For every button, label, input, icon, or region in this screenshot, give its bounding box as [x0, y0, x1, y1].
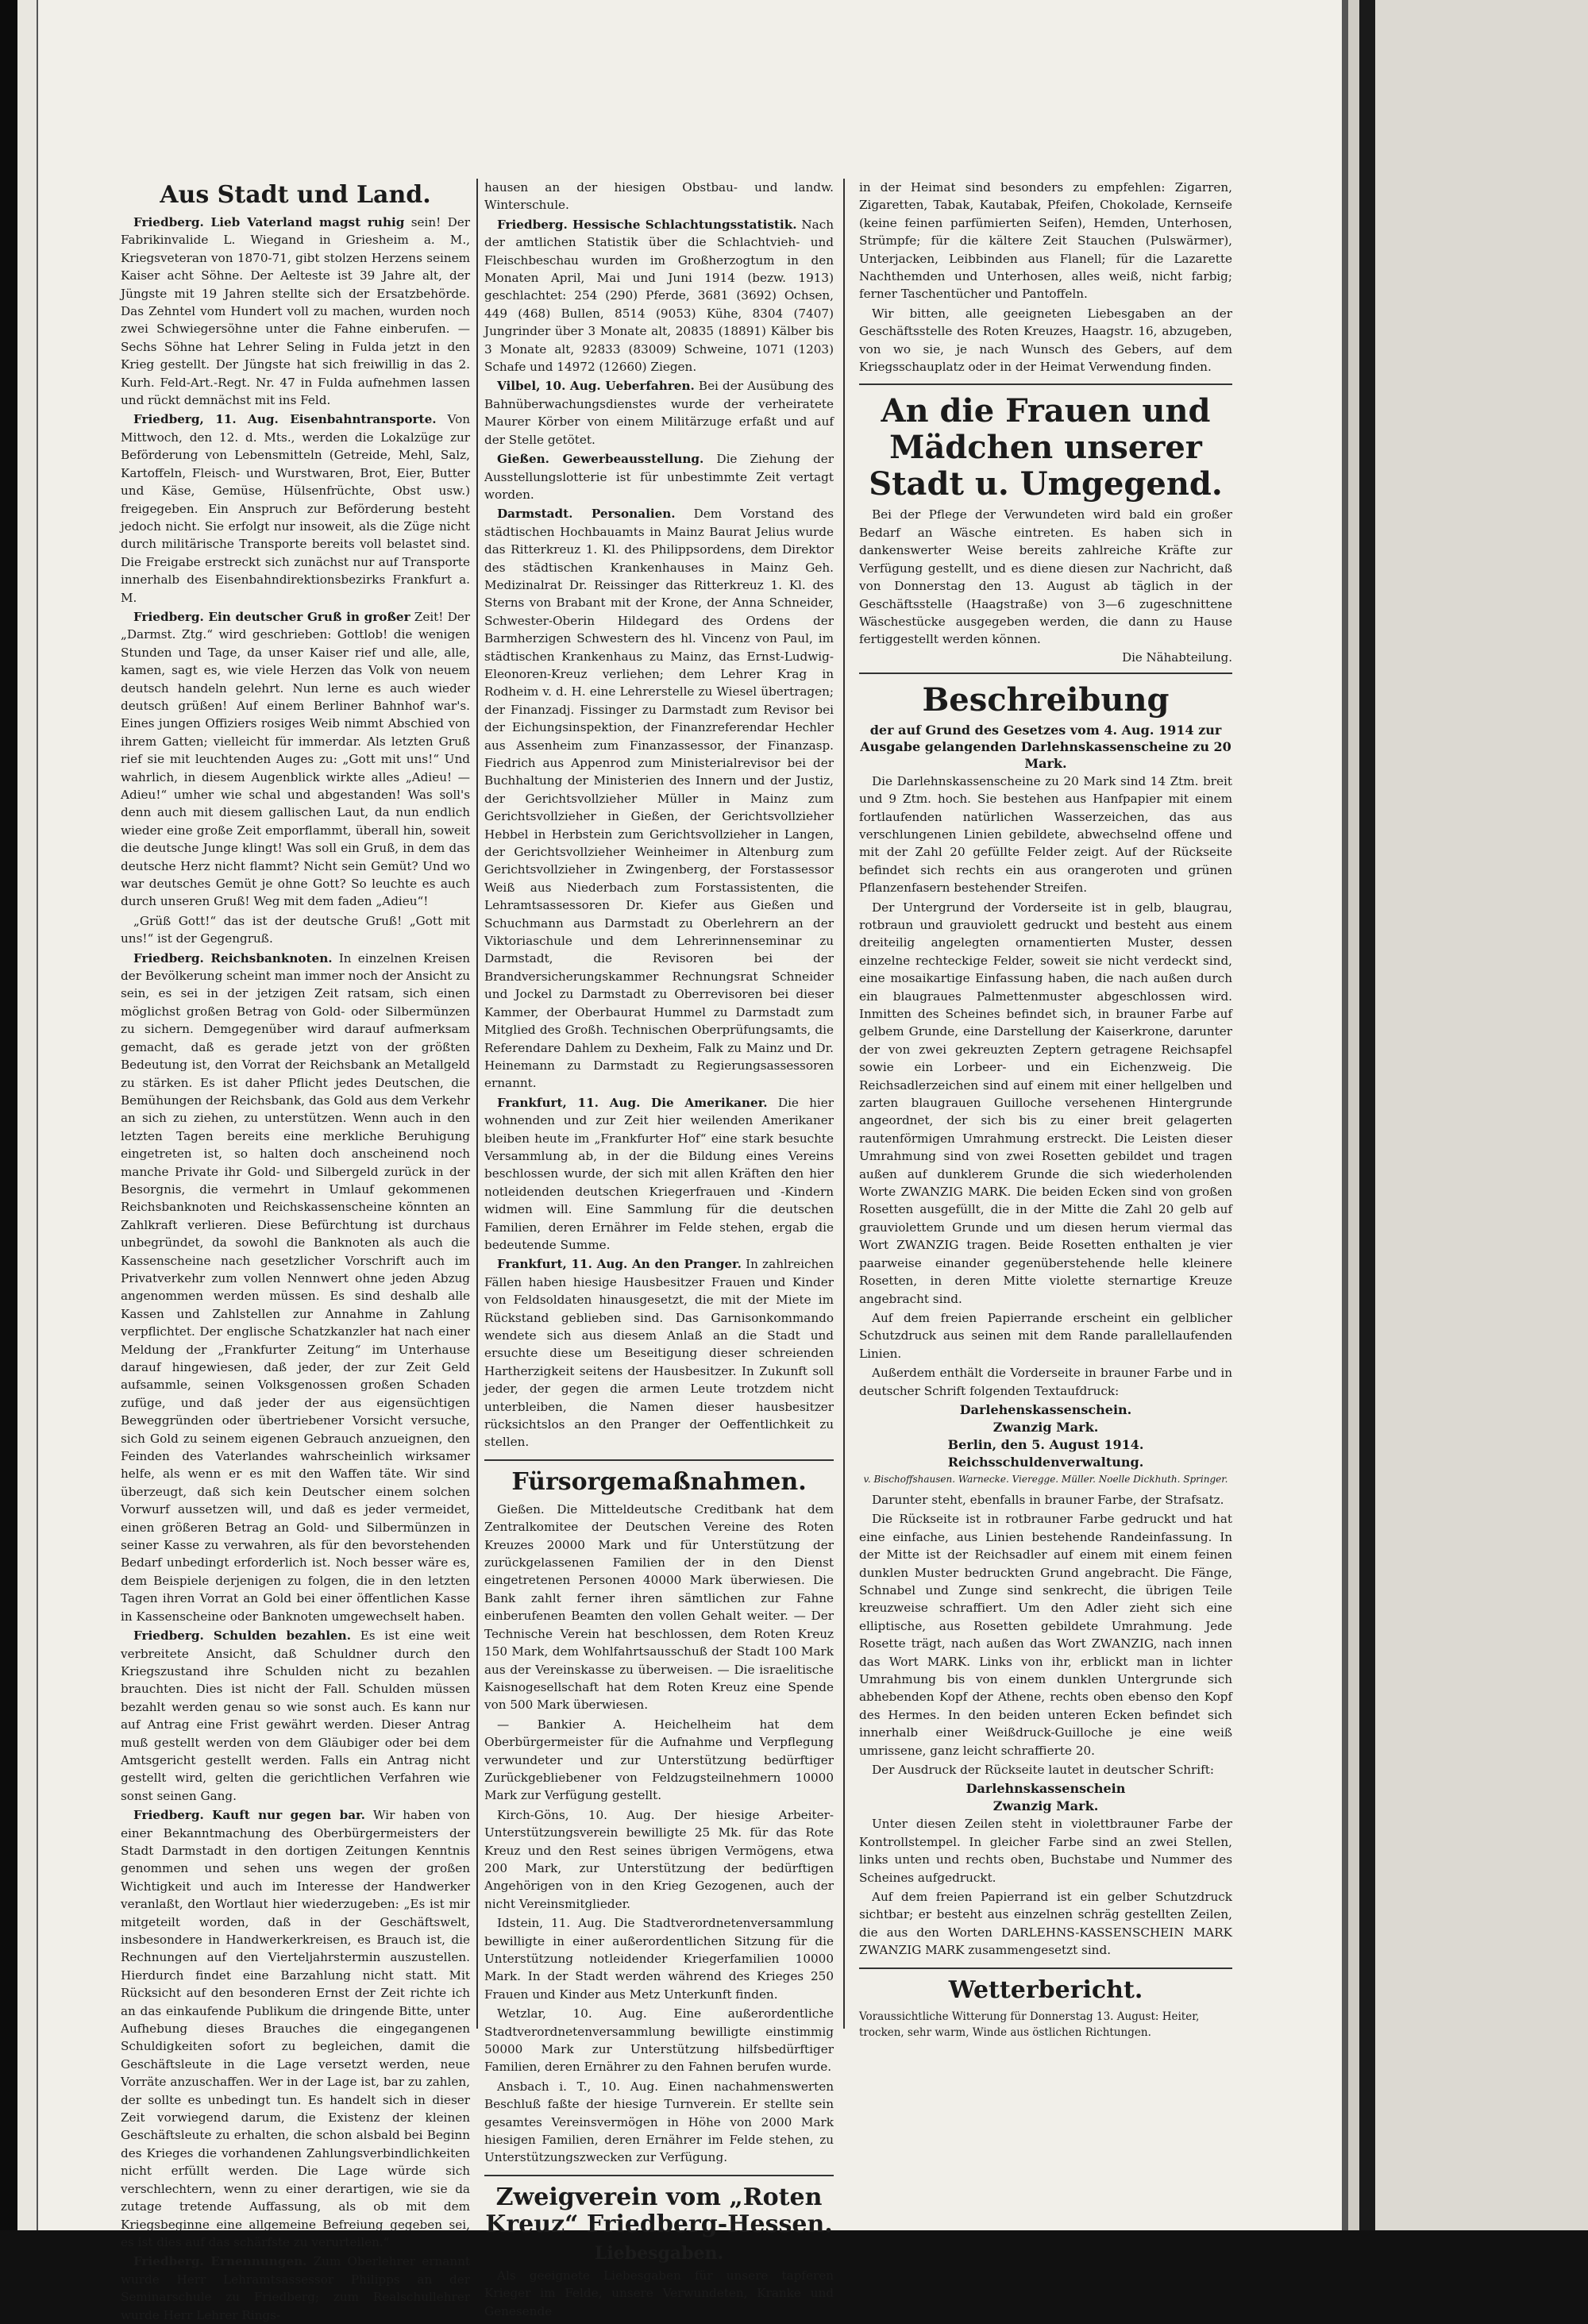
article-paragraph: Unter diesen Zeilen steht in violettbrauner Farbe der Kontrollstempel. In gleicher Farbe sind an zwei Stellen, links unten und rechts oben, Buchstabe und Nummer des Scheines aufgedruckt. — [859, 1817, 1232, 1885]
article-heading: Frankfurt, 11. Aug. Die Amerikaner. — [497, 1095, 768, 1110]
article-text: Die hier wohnenden und zur Zeit hier weilenden Amerikaner bleiben heute im „Frankfurter Hof“ eine stark besuchte Versammlung ab, in der die Bildung eines Vereins beschlossen wurde, der sich mit allen Kräften den hier notleidenden deutschen Kriegerfrauen und -Kindern widmen will. Eine Sammlung für die deutschen Familien, deren Ernährer im Felde stehen, ergab die bedeutende Summe. — [484, 1095, 834, 1252]
article-paragraph — [484, 1094, 834, 1254]
article-paragraph — [484, 1914, 834, 2003]
centered-line: Darlehenskassenschein. — [959, 1401, 1132, 1417]
article-paragraph: Auf dem freien Papierrand ist ein gelber Schutzdruck sichtbar; er besteht aus einzelnen schräg gestellten Zeilen, die aus den Worten DARLEHNS-KASSENSCHEIN MARK ZWANZIG MARK zusammengesetzt sind. — [859, 1890, 1232, 1958]
signatories: v. Bischoffshausen. Warnecke. Vieregge. Müller. Noelle Dickhuth. Springer. — [863, 1473, 1228, 1485]
article-heading: Friedberg. Reichsbanknoten. — [133, 950, 333, 965]
article-paragraph — [121, 214, 470, 409]
article-paragraph — [121, 410, 470, 606]
article-text: — Bankier A. Heichelheim hat dem Oberbürgermeister für die Aufnahme und Verpflegung verwundeter und zur Unterstützung bedürftiger Zurückgebliebener von Feldzugsteilnehmern 10000 Mark zur Verfügung gestellt. — [484, 1717, 834, 1803]
newspaper-page — [17, 0, 1342, 2322]
article-text: In einzelnen Kreisen der Bevölkerung scheint man immer noch der Ansicht zu sein, es sei in der jetzigen Zeit ratsam, sich einen möglichst großen Betrag von Gold- oder Silbermünzen zu sichern. Demgegenüber wird darauf aufmerksam gemacht, daß es gerade jetzt von der größten Bedeutung ist, den Vorrat der Reichsbank an Metallgeld zu stärken. Es ist daher Pflicht jedes Deutschen, die Bemühungen der Reichsbank, das Gold aus dem Verkehr an sich zu ziehen, zu unterstützen. Wenn auch in den letzten Tagen bereits eine merkliche Beruhigung eingetreten ist, so halten doch anscheinend noch manche Private ihr Gold- und Silbergeld zurück in der Besorgnis, die vermehrt in Umlauf gekommenen Reichsbanknoten und Reichskassenscheine könnten an Zahlkraft verlieren. Diese Befürchtung ist durchaus unbegründet, da sowohl die Banknoten als auch die Kassenscheine nach gesetzlicher Vorschrift auch im Privatverkehr zum vollen Nennwert ohne jeden Abzug angenommen werden müssen. Es sind deshalb alle Kassen und Zahlstellen zur Annahme in Zahlung verpflichtet. Der englische Schatzkanzler hat nach einer Meldung der „Frankfurter Zeitung“ im Unterhause darauf hingewiesen, daß jeder, der zur Zeit Geld aufsammle, seinen Volksgenossen großen Schaden zufüge, und daß jeder der aus eigensüchtigen Beweggründen oder übertriebener Vorsicht versuche, sich Gold zu seinem eigenen Gebrauch anzueignen, den Feinden des Vaterlandes wahrscheinlich wirksamer helfe, als wenn er es mit den Waffen täte. Wir sind überzeugt, daß sich kein Deutscher einem solchen Vorwurf aussetzen will, und daß es jeder vermeidet, einen größeren Betrag an Gold- und Silbermünzen in seiner Kasse zu verwahren, als für den bevorstehenden Bedarf unbedingt erforderlich ist. Noch besser wäre es, dem Beispiele derjenigen zu folgen, die in den letzten Tagen ihren Vorrat an Gold bei einer öffentlichen Kasse in Kassenscheine oder Banknoten umgewechselt haben. — [121, 950, 470, 1624]
article-heading: Friedberg. Ernennungen. — [133, 2254, 307, 2269]
section-title-wetterbericht: Wetterbericht. — [948, 1975, 1143, 2004]
article-text: Ansbach i. T., 10. Aug. Einen nachahmenswerten Beschluß faßte der hiesige Turnverein. Er stellte sein gesamtes Vereinsvermögen in Höhe von 2000 Mark hiesigen Familien, deren Ernährer im Felde stehen, zu Unterstützungszwecken zur Verfügung. — [484, 2079, 834, 2165]
article-paragraph — [121, 1627, 470, 1805]
article-text: Kirch-Göns, 10. Aug. Der hiesige Arbeiter-Unterstützungsverein bewilligte 25 Mk. für das Rote Kreuz und den Rest seines übrigen Vermögens, etwa 200 Mark, zur Unterstützung der bedürftigen Angehörigen von in den Krieg Gezogenen, auch der nicht Vereinsmitglieder. — [484, 1807, 834, 1911]
article-heading: Frankfurt, 11. Aug. An den Pranger. — [497, 1257, 742, 1272]
divider — [484, 1459, 834, 1461]
article-text: Idstein, 11. Aug. Die Stadtverordnetenversammlung bewilligte in einer außerordentlichen Sitzung für die Unterstützung notleidender Kriegerfamilien 10000 Mark. In der Stadt werden während des Krieges 250 Frauen und Kinder aus Metz Unterkunft finden. — [484, 1916, 834, 2002]
article-text: Es ist eine weit verbreitete Ansicht, daß Schuldner durch den Kriegszustand ihre Schulden nicht zu bezahlen brauchten. Dies ist nicht der Fall. Schulden müssen bezahlt werden genau so wie sonst auch. Es kann nur auf Antrag eine Frist gewährt werden. Dieser Antrag muß gestellt werden von dem Gläubiger oder bei dem Amtsgericht gestellt werden. Falls ein Antrag nicht gestellt wird, gelten die gerichtlichen Verfahren wie sonst seinen Gang. — [121, 1628, 471, 1803]
column-1 — [121, 179, 471, 2322]
column-2 — [484, 179, 834, 2318]
column-rule-2 — [843, 179, 845, 2029]
col3-paragraphs-b — [859, 773, 1232, 1400]
article-heading: Gießen. Gewerbeausstellung. — [497, 452, 704, 467]
signature-naehabteilung: Die Nähabteilung. — [1122, 649, 1232, 665]
article-paragraph — [121, 1806, 470, 2251]
article-paragraph — [121, 608, 470, 911]
article-text: Als geeignete Liebesgaben für unsere tapferen Krieger im Felde, unsere Verwundeten, Kranke und Genesende — [484, 2268, 834, 2318]
scan-background — [1375, 0, 1588, 2230]
article-paragraph: Der Untergrund der Vorderseite ist in gelb, blaugrau, rotbraun und grauviolett gedruckt und besteht aus einem dreiteilig angelegten ornamentierten Muster, dessen einzelne rechteckige Felder, soweit sie nicht verdeckt sind, eine mosaikartige Einfassung haben, die nach außen durch ein blaugraues Palmettenmuster abgeschlossen wird. Inmitten des Scheines befindet sich, in brauner Farbe auf gelbem Grunde, eine Darstellung der Kaiserkrone, darunter der von zwei gekreuzten Zeptern getragene Reichsapfel sowie ein Lorbeer- und ein Eichenzweig. Die Reichsadlerzeichen sind auf einem mit einer hellgelben und zarten blaugrauen Guilloche versehenen Hintergrunde angeordnet, der sich bis zu einer breit gelagerten rautenförmigen Umrahmung erstreckt. Die Leisten dieser Umrahmung sind von zwei Rosetten gebildet und tragen außen auf dunklerem Grunde die sich wiederholenden Worte ZWANZIG MARK. Die beiden Ecken sind von großen Rosetten ausgefüllt, die in der Mitte die Zahl 20 gelb auf grauviolettem Grunde und um diesen herum viermal das Wort ZWANZIG tragen. Beide Rosetten enthalten je vier paarweise einander gegenüberstehende helle kleinere Rosetten, in deren Mitte violette sternartige Kreuze angebracht sind. — [859, 900, 1232, 1306]
article-text: Zum Oberlehrer ernannt wurde Herr Lehramtsassessor Philipps an der Seminarschule zu Friedberg; zum Realschullehrer wurde Herr Lehrer Rings- — [121, 2254, 471, 2322]
section-title-aus-stadt-und-land: Aus Stadt und Land. — [160, 181, 431, 209]
page-stack-dark — [1359, 0, 1375, 2230]
article-text: Von Mittwoch, den 12. d. Mts., werden die Lokalzüge zur Beförderung von Lebensmitteln (Getreide, Mehl, Salz, Kartoffeln, Fleisch- und Wurstwaren, Brot, Eier, Butter und Käse, Gemüse, Hülsenfrüchte, Obst usw.) freigegeben. Ein Anspruch zur Beförderung besteht jedoch nicht. Sie erfolgt nur insoweit, als die Züge nicht durch militärische Transporte bereits voll belastet sind. Die Freigabe erstreckt sich zunächst nur auf Transporte innerhalb des Eisenbahndirektionsbezirks Frankfurt a. M. — [121, 412, 471, 605]
article-paragraph: Außerdem enthält die Vorderseite in brauner Farbe und in deutscher Schrift folgenden Textaufdruck: — [859, 1366, 1232, 1398]
page-stack — [1348, 0, 1359, 2230]
scan-right-edge — [1342, 0, 1588, 2230]
article-heading: Friedberg, 11. Aug. Eisenbahntransporte. — [133, 412, 437, 427]
centered-line: Darlehnskassenschein — [966, 1781, 1126, 1797]
article-text: Wir haben von einer Bekanntmachung des Oberbürgermeisters der Stadt Darmstadt in den dortigen Zeitungen Kenntnis genommen und sehen uns wegen der großen Wichtigkeit und auch im Interesse der Handwerker veranlaßt, den Wortlaut hier wiederzugeben: „Es ist mir mitgeteilt worden, daß in der Geschäftswelt, insbesondere in Handwerkerkreisen, es Brauch ist, die Rechnungen auf den Vierteljahrstermin auszustellen. Hierdurch findet eine Barzahlung nicht statt. Mit Rücksicht auf den besonderen Ernst der Zeit richte ich an das einkaufende Publikum die dringende Bitte, unter Aufhebung dieses Brauches die eingegangenen Schuldigkeiten sofort zu begleichen, damit die Geschäftsleute in die Lage versetzt werden, neue Vorräte anzuschaffen. Wer in der Lage ist, bar zu zahlen, der sollte es unbedingt tun. Es handelt sich in dieser Zeit vorwiegend darum, die Existenz der kleinen Geschäftsleute zu erhalten, die schon alsbald bei Beginn des Krieges die vorhandenen Zahlungsverbindlichkeiten nicht erfüllt werden. Die Lage würde sich verschlechtern, wenn zu einer derartigen, wie sie da zutage tretende Auffassung, als ob mit dem Kriegsbeginne eine allgemeine Befreiung gegeben sei, es ist dies auf das schärfste zu verurteilen.“ — [121, 1808, 471, 2249]
divider — [859, 383, 1232, 385]
page-edge-shadow — [1342, 0, 1348, 2230]
article-paragraph: Die Rückseite ist in rotbrauner Farbe gedruckt und hat eine einfache, aus Linien bestehende Randeinfassung. In der Mitte ist der Reichsadler auf einem mit einem feinen dunklen Muster bedruckten Grund angebracht. Die Fänge, Schnabel und Zunge sind senkrecht, die übrigen Teile kreuzweise schraffiert. Um den Adler zieht sich eine elliptische, aus Rosetten gebildete Umrahmung. Jede Rosette trägt, nach außen das Wort ZWANZIG, nach innen das Wort MARK. Links von ihr, erblickt man in lichter Umrahmung bis von einem dunklen Untergrunde sich abhebenden Kopf der Athene, rechts oben ebenso den Kopf des Hermes. In den beiden unteren Ecken befindet sich innerhalb einer Weißdruck-Guilloche je eine weiß umrissene, ganz leicht schraffierte 20. — [859, 1512, 1232, 1758]
article-paragraph: Der Ausdruck der Rückseite lautet in deutscher Schrift: — [872, 1763, 1214, 1778]
col3-para-frauen: Bei der Pflege der Verwundeten wird bald ein großer Bedarf an Wäsche eintreten. Es haben sich in dankenswerter Weise bereits zahlreiche Kräfte zur Verfügung gestellt, und es diene diesen zur Nachricht, daß von Donnerstag den 13. August ab täglich in der Geschäftsstelle (Haagstraße) von 3—6 zugeschnittene Wäschestücke ausgegeben werden, die dann zu Hause fertiggestellt werden können. — [859, 507, 1232, 647]
centered-line: Reichsschuldenverwaltung. — [947, 1454, 1144, 1470]
section-title-roten-kreuz: Zweigverein vom „Roten Kreuz“ Friedberg-Hessen. — [485, 2183, 833, 2238]
article-paragraph — [484, 2005, 834, 2076]
section-subtitle-liebesgaben: Liebesgaben. — [594, 2242, 724, 2264]
article-heading: Friedberg. Schulden bezahlen. — [133, 1628, 352, 1644]
article-paragraph — [484, 1501, 834, 1714]
article-text: Zeit! Der „Darmst. Ztg.“ wird geschrieben: Gottlob! die wenigen Stunden und Tage, da unser Kaiser rief und alle, alle, kamen, sagt es, wie viele Herzen das Volk von neuem deutsch handeln gelehrt. Nun lerne es auch wieder deutsch grüßen! Auf einem Berliner Bahnhof war's. Eines jungen Offiziers rosiges Weib nimmt Abschied von ihrem Gatten; vielleicht für immerdar. Als letzten Gruß rief sie mit leuchtenden Auges zu: „Gott mit uns!“ Und wahrlich, in diesem Augenblick wirkte alles „Adieu! — Adieu!“ umher wie schal und abgestanden! Was soll's denn auch mit diesem gallischen Laut, da nun endlich wieder eine große Zeit emporflammt, überall hin, soweit die deutsche Junge klingt! Was soll ein Gruß, in dem das deutsche Herz nicht flammt? Nicht sein Gemüt? Und wo war deutsches Gemüt je ohne Gott? So leuchte es auch durch unseren Gruß! Weg mit dem faden „Adieu“! — [121, 609, 471, 909]
divider — [859, 673, 1232, 674]
col1-paragraphs — [121, 214, 470, 2324]
divider — [859, 1967, 1232, 1969]
article-paragraph — [484, 216, 834, 376]
col2-intro: hausen an der hiesigen Obstbau- und landw. Winterschule. — [484, 180, 834, 213]
article-text: Nach der amtlichen Statistik über die Schlachtvieh- und Fleischbeschau wurden im Großherzogtum in den Monaten April, Mai und Juni 1914 (bezw. 1913) geschlachtet: 254 (290) Pferde, 3681 (3692) Ochsen, 449 (468) Bullen, 8514 (9053) Kühe, 8304 (7407) Jungrinder über 3 Monate alt, 20835 (18891) Kälber bis 3 Monate alt, 92833 (83009) Schweine, 1071 (1203) Schafe und 14972 (12660) Ziegen. — [484, 217, 834, 375]
article-text: Dem Vorstand des städtischen Hochbauamts in Mainz Baurat Jelius wurde das Ritterkreuz 1. Kl. des Philippsordens, dem Direktor des städtischen Krankenhauses in Mainz Geh. Medizinalrat Dr. Reissinger das Ritterkreuz 1. Kl. des Sterns von Brabant mit der Krone, der Anna Schneider, Schwester-Oberin Hildegard des Ordens der Barmherzigen Schwestern des hl. Vincenz von Paul, im städtischen Krankenhaus zu Mainz, das Ernst-Ludwig-Eleonoren-Kreuz verliehen; dem Lehrer Krag in Rodheim v. d. H. eine Lehrerstelle zu Wiesel übertragen; der Finanzadj. Fissinger zu Darmstadt zum Revisor bei der Eichungsinspektion, der Finanzreferendar Hechler aus Assenheim zum Finanzassessor, der Finanzasp. Fiedrich aus Appenrod zum Ministerialrevisor bei der Buchhaltung der Ministerien des Innern und der Justiz, der Gerichtsvollzieher Müller in Mainz zum Gerichtsvollzieher in Gießen, der Gerichtsvollzieher Hebbel in Herbstein zum Gerichtsvollzieher in Langen, der Gerichtsvollzieher Weinheimer in Altenburg zum Gerichtsvollzieher in Zwingenberg, der Forstassessor Weiß aus Niederbach zum Forstassistenten, die Lehramtsassessoren Dr. Kiefer aus Gießen und Schuchmann aus Darmstadt zu Oberlehrern an der Viktoriaschule und dem Lehrerinnenseminar zu Darmstadt, die Revisoren bei der Brandversicherungskammer Rechnungsrat Schneider und Jockel zu Darmstadt zu Oberrevisoren bei dieser Kammer, der Oberbaurat Hummel zu Darmstadt zum Mitglied des Großh. Technischen Oberprüfungsamts, die Referendare Dahlem zu Dexheim, Falk zu Mainz und Dr. Heinemann zu Darmstadt zu Regierungsassessoren ernannt. — [484, 507, 834, 1091]
article-paragraph: Darunter steht, ebenfalls in brauner Farbe, der Strafsatz. — [872, 1492, 1224, 1507]
article-paragraph — [121, 912, 470, 948]
article-paragraph: Auf dem freien Papierrande erscheint ein gelblicher Schutzdruck aus seinen mit dem Rande parallellaufenden Linien. — [859, 1310, 1232, 1361]
column-rule-1 — [476, 179, 478, 2029]
section-title-an-die-frauen: An die Frauen und Mädchen unserer Stadt u. Umgegend. — [869, 392, 1223, 503]
section-title-fuersorgemassnahmen: Fürsorgemaßnahmen. — [511, 1467, 807, 1496]
article-text: Gießen. Die Mitteldeutsche Creditbank hat dem Zentralkomitee der Deutschen Vereine des Roten Kreuzes 20000 Mark und für Unterstützung der zurückgelassenen Familien der in den Dienst eingetretenen Personen 40000 Mark überwiesen. Die Bank zahlt ferner ihren sämtlichen zur Fahne einberufenen Beamten den vollen Gehalt weiter. — Der Technische Verein hat beschlossen, dem Roten Kreuz 150 Mark, dem Wohlfahrtsausschuß der Stadt 100 Mark aus der Vereinskasse zu überweisen. — Die israelitische Kaisnogesellschaft hat dem Roten Kreuz eine Spende von 500 Mark überwiesen. — [484, 1501, 834, 1713]
article-paragraph — [484, 1255, 834, 1451]
article-paragraph — [121, 2253, 470, 2324]
article-heading: Friedberg. Kauft nur gegen bar. — [133, 1808, 365, 1823]
col3-paragraphs-d — [859, 1815, 1232, 1959]
scan-left-dark-edge — [0, 0, 17, 2230]
article-paragraph — [484, 1806, 834, 1913]
article-text: In zahlreichen Fällen haben hiesige Hausbesitzer Frauen und Kinder von Feldsoldaten hinausgesetzt, die mit der Miete im Rückstand geblieben sind. Das Garnisonkommando wendete sich aus diesem Anlaß an die Stadt und ersuchte diese um Beseitigung dieser schreienden Hartherzigkeit seitens der Hausbesitzer. In Zukunft soll jeder, der gegen die armen Leute trotzdem nicht unterbleiben, die Namen dieser hausbesitzer rücksichtslos an den Pranger der Oeffentlichkeit zu stellen. — [484, 1257, 834, 1450]
article-paragraph — [484, 2267, 834, 2320]
article-paragraph — [484, 1716, 834, 1805]
article-heading: Friedberg. Lieb Vaterland magst ruhig — [133, 215, 405, 229]
col2-paragraphs-a — [484, 216, 834, 1451]
section-title-beschreibung: Beschreibung — [922, 680, 1170, 719]
article-text: sein! Der Fabrikinvalide L. Wiegand in Griesheim a. M., Kriegsveteran von 1870-71, gibt stolzen Herzens seinem Kaiser acht Söhne. Der Aelteste ist 39 Jahre alt, der Jüngste mit 19 Jahren stellte sich der Ersatzbehörde. Das Zehntel vom Hundert voll zu machen, wurden noch zwei Schwiegersöhne unter die Fahne einberufen. — Sechs Söhne hat Lehrer Seling in Fulda jetzt in den Krieg gestellt. Der Jüngste hat sich freiwillig in das 2. Kurh. Feld-Art.-Regt. Nr. 47 in Fulda aufnehmen lassen und rückt demnächst mit ins Feld. — [121, 215, 470, 408]
col2-paragraphs-c — [484, 2267, 834, 2320]
divider — [484, 2175, 834, 2176]
article-heading: Friedberg. Hessische Schlachtungsstatistik. — [497, 217, 797, 232]
col3-center-lines-2 — [859, 1780, 1232, 1814]
col2-paragraphs-b — [484, 1501, 834, 2167]
article-text: „Grüß Gott!“ das ist der deutsche Gruß! „Gott mit uns!“ ist der Gegengruß. — [121, 913, 470, 946]
article-paragraph: Die Darlehnskassenscheine zu 20 Mark sind 14 Ztm. breit und 9 Ztm. hoch. Sie bestehen aus Hanfpapier mit einem fortlaufenden natürlichen Wasserzeichen, das aus verschlungenen Linien gebildete, abwechselnd offene und mit der Zahl 20 gefüllte Felder zeigt. Auf der Rückseite befindet sich rechts ein aus orangeroten und grünen Pflanzenfasern bestehender Streifen. — [859, 773, 1232, 896]
previous-page-strip — [17, 0, 38, 2230]
article-paragraph — [484, 377, 834, 449]
article-heading: Friedberg. Ein deutscher Gruß in großer — [133, 609, 410, 624]
article-heading: Darmstadt. Personalien. — [497, 507, 676, 522]
centered-line: Zwanzig Mark. — [992, 1419, 1099, 1435]
centered-line: Berlin, den 5. August 1914. — [947, 1436, 1144, 1452]
centered-line: Zwanzig Mark. — [992, 1798, 1099, 1814]
col3-intro-2: Wir bitten, alle geeigneten Liebesgaben an der Geschäftsstelle des Roten Kreuzes, Haagstr. 16, abzugeben, von wo sie, je nach Wunsch des Gebers, auf dem Kriegsschauplatz oder in der Heimat Verwendung finden. — [859, 306, 1232, 375]
article-paragraph — [484, 2078, 834, 2167]
column-3 — [859, 179, 1232, 2039]
weather-report: Voraussichtliche Witterung für Donnerstag 13. August: Heiter, trocken, sehr warm, Winde aus östlichen Richtungen. — [859, 2010, 1200, 2039]
col3-center-lines — [859, 1401, 1232, 1470]
article-paragraph — [484, 450, 834, 503]
article-text: Wetzlar, 10. Aug. Eine außerordentliche Stadtverordnetenversammlung bewilligte einstimmig 50000 Mark zur Unterstützung hilfsbedürftiger Familien, deren Ernährer zu den Fahnen berufen wurde. — [484, 2006, 834, 2075]
article-paragraph — [484, 505, 834, 1092]
col3-paragraphs-c — [859, 1491, 1232, 1779]
col3-intro: in der Heimat sind besonders zu empfehlen: Zigarren, Zigaretten, Tabak, Kautabak, Pfeifen, Chokolade, Kernseife (keine feinen parfümierten Seifen), Hemden, Unterhosen, Strümpfe; für die kältere Zeit Stauchen (Pulswärmer), Unterjacken, Leibbinden aus Flanell; für die Lazarette Nachthemden und Unterhosen, alles weiß, nicht farbig; ferner Taschentücher und Pantoffeln. — [859, 180, 1232, 302]
article-paragraph — [121, 950, 470, 1625]
subtitle-beschreibung: der auf Grund des Gesetzes vom 4. Aug. 1914 zur Ausgabe gelangenden Darlehnskassenscheine zu 20 Mark. — [860, 722, 1231, 771]
article-heading: Vilbel, 10. Aug. Ueberfahren. — [497, 379, 695, 394]
article-text: Bei der Ausübung des Bahnüberwachungsdienstes wurde der verheiratete Maurer Körber von einem Militärzuge erfaßt und auf der Stelle getötet. — [484, 379, 834, 447]
article-text: Die Ziehung der Ausstellungslotterie ist für unbestimmte Zeit vertagt worden. — [484, 452, 834, 502]
